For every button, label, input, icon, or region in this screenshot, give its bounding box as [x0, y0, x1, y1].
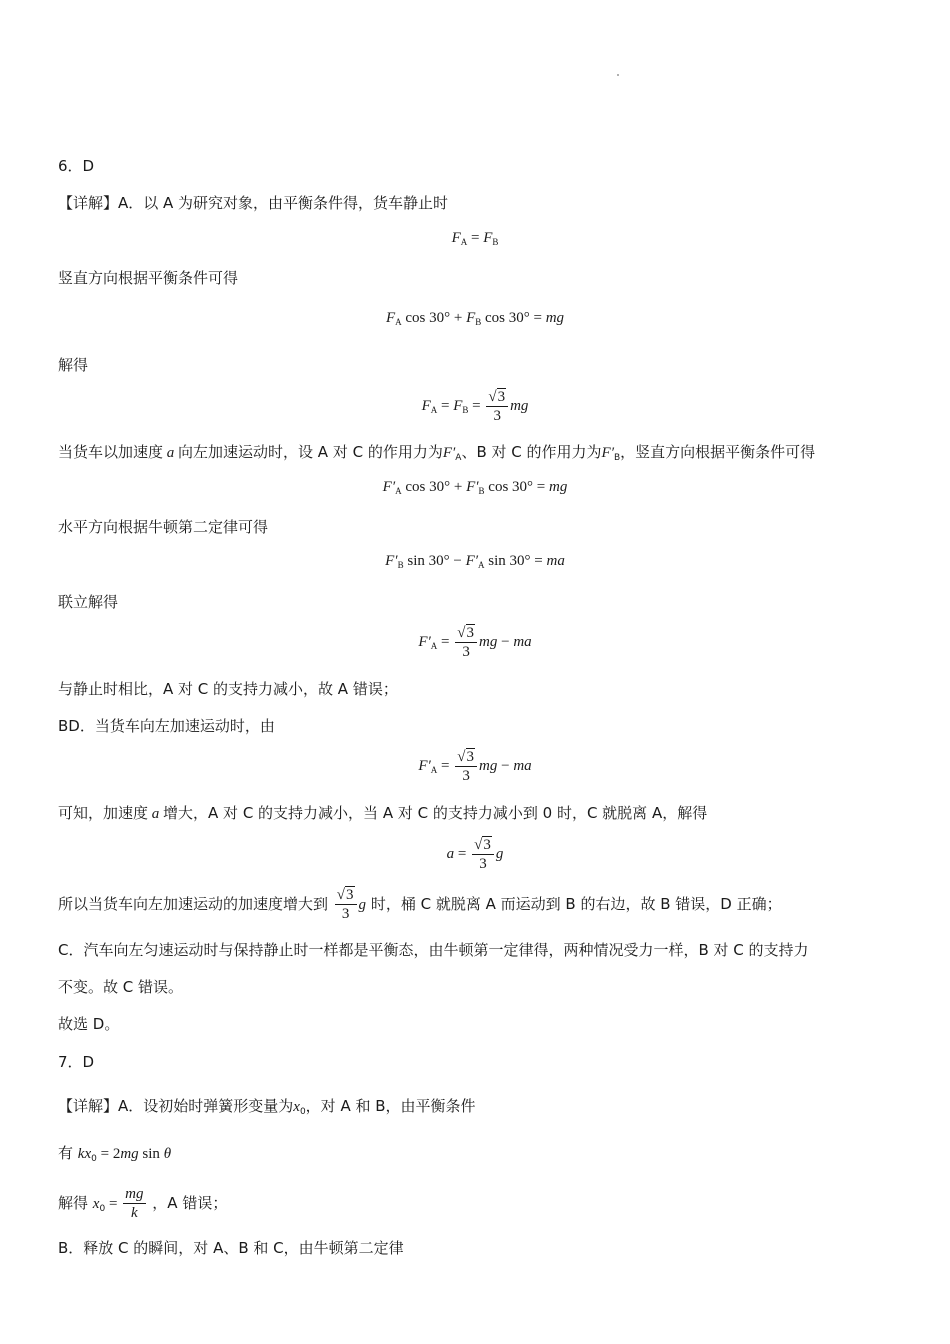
text-horizontal-newton: 水平方向根据牛顿第二定律可得 [58, 518, 269, 536]
page-speck [617, 74, 619, 76]
text-q7-equilibrium: 有 $kx_0 = 2mg$ sin θ [58, 1144, 172, 1164]
text-combine-solve: 联立解得 [58, 593, 119, 611]
text-option-c-cont: 不变。故 C 错误。 [58, 978, 184, 996]
equation-vertical-accel: $F'_A$ $\cos 30^\circ + F'_B$ cos 30° = mg [382, 479, 568, 496]
text-accel-condition: 当货车以加速度 a 向左加速运动时，设 A 对 C 的作用力为$F'_A$、B 对 C 的作用力为$F'_B$，竖直方向根据平衡条件可得 [58, 443, 816, 463]
equation-a-critical: a = $\frac{√3}{3}$ g [446, 837, 504, 872]
text-vertical-balance: 竖直方向根据平衡条件可得 [58, 269, 239, 287]
text-accel-increase: 可知，加速度 a 增大，A 对 C 的支持力减小，当 A 对 C 的支持力减小到 0 时，C 就脱离 A，解得 [58, 804, 708, 822]
text-q7-option-b: B．释放 C 的瞬间，对 A、B 和 C，由牛顿第二定律 [58, 1239, 404, 1257]
equation-fa-result: $F_A = F_B$ = $\frac{√3}{3}$ mg [421, 389, 529, 424]
text-q7-solve: 解得 $x_0$ = $\frac{mg}{k}$ ，A 错误； [58, 1186, 228, 1221]
equation-fa-eq-fb: $F_A = F_B$ [451, 230, 499, 247]
answer-6-detail-line: 【详解】A．以 A 为研究对象，由平衡条件得，货车静止时 [58, 194, 449, 212]
text-q7-spring: 【详解】A．设初始时弹簧形变量为$x_0$，对 A 和 B，由平衡条件 [58, 1097, 476, 1117]
text-conclusion-bd: 所以当货车向左加速运动的加速度增大到 $\frac{√3}{3}$ g 时，桶 C 就脱离 A 而运动到 B 的右边，故 B 错误，D 正确； [58, 887, 782, 922]
equation-vertical-balance: $F_A$ $\cos 30^\circ + F_B$ cos 30° = mg [385, 310, 565, 327]
text-compare-static: 与静止时相比，A 对 C 的支持力减小，故 A 错误； [58, 680, 398, 698]
equation-horizontal-newton: $F'_B$ $\sin 30^\circ - F'_A$ sin 30° = ma [385, 553, 565, 570]
answer-7-heading: 7．D [58, 1053, 95, 1071]
text-option-c: C．汽车向左匀速运动时与保持静止时一样都是平衡态，由牛顿第一定律得，两种情况受力一样，B 对 C 的支持力 [58, 941, 809, 959]
answer-6-heading: 6．D [58, 157, 95, 175]
equation-fa-prime-repeat: $F'_A$ = $\frac{√3}{3}$ mg − ma [418, 749, 532, 784]
text-answer-6: 故选 D。 [58, 1015, 120, 1033]
text-solve: 解得 [58, 356, 89, 374]
equation-fa-prime: $F'_A$ = $\frac{√3}{3}$ mg − ma [418, 625, 532, 660]
text-bd-intro: BD．当货车向左加速运动时，由 [58, 717, 275, 735]
